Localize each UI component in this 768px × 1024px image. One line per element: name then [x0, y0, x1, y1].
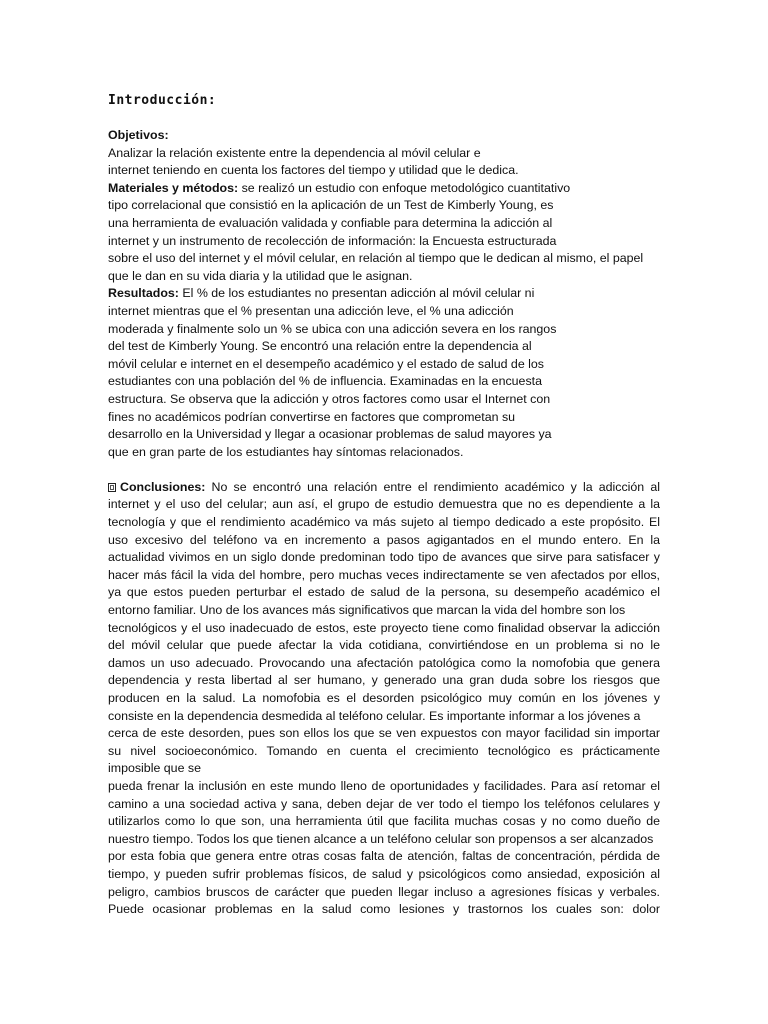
- box-glyph-icon: [108, 483, 116, 492]
- resultados-line: desarrollo en la Universidad y llegar a ocasionar problemas de salud mayores ya: [108, 427, 552, 442]
- resultados-label: Resultados:: [108, 286, 179, 301]
- conclusiones-label: Conclusiones:: [120, 479, 206, 494]
- objetivos-line: Analizar la relación existente entre la dependencia al móvil celular e: [108, 145, 481, 160]
- resultados-line: que en gran parte de los estudiantes hay síntomas relacionados.: [108, 444, 464, 459]
- materiales-line: que le dan en su vida diaria y la utilidad que le asignan.: [108, 268, 413, 283]
- section-heading: Introducción:: [108, 93, 217, 108]
- resultados-line: moderada y finalmente solo un % se ubica con una adicción severa en los rangos: [108, 321, 557, 336]
- materiales-line: sobre el uso del internet y el móvil celular, en relación al tiempo que le dedican al mismo, el papel: [108, 251, 644, 266]
- resultados-line: del test de Kimberly Young. Se encontró una relación entre la dependencia al: [108, 339, 532, 354]
- resultados-line: fines no académicos podrían convertirse en factores que comprometan su: [108, 409, 516, 424]
- conclusiones-line: camino a una sociedad activa y sana, deben dejar de ver todo el tiempo los teléfonos celulares y: [108, 796, 660, 811]
- conclusiones-line: uso excesivo del teléfono va en incremento a pasos agigantados en el mundo entero. En la: [108, 532, 660, 547]
- conclusiones-block: [108, 479, 660, 919]
- resultados-line: móvil celular e internet en el desempeño académico y el estado de salud de los: [108, 356, 544, 371]
- resultados-line: estudiantes con una población del % de influencia. Examinadas en la encuesta: [108, 374, 542, 389]
- conclusiones-line: entorno familiar. Uno de los avances más significativos que marcan la vida del hombre son los: [108, 603, 626, 618]
- resultados-line: estructura. Se observa que la adicción y otros factores como usar el Internet con: [108, 391, 551, 406]
- conclusiones-line: ya que estos pueden perturbar el estado de salud de la persona, su desempeño académico el: [108, 585, 660, 600]
- materiales-label: Materiales y métodos:: [108, 180, 239, 195]
- resultados-first-line: [108, 285, 660, 303]
- conclusiones-first-line: [108, 479, 660, 497]
- conclusiones-line: producen en la salud. La nomofobia es el desorden psicológico muy común en los jóvenes y: [108, 691, 660, 705]
- conclusiones-line: internet y el uso del celular; aun así, el grupo de estudio demuestra que no es dependiente a la: [108, 497, 660, 512]
- conclusiones-line: actualidad vivimos en un siglo donde predominan todo tipo de avances que sirve para satisfacer y: [108, 550, 660, 565]
- conclusiones-line: tecnológicos y el uso inadecuado de estos, este proyecto tiene como finalidad observar la adicción: [108, 620, 660, 635]
- conclusiones-line: del móvil celular que puede afectar la vida cotidiana, convirtiéndose en un problema si no le: [108, 638, 660, 653]
- conclusiones-line: imposible que se: [108, 761, 201, 776]
- conclusiones-line: dependencia y resta libertad al ser humano, y generado una gran duda sobre los riesgos que: [108, 673, 660, 688]
- conclusiones-line: tecnología y que el rendimiento académico va más sujeto al tiempo dedicado a este propósito. El: [108, 515, 660, 530]
- conclusiones-line: damos un uso adecuado. Provocando una afectación patológica como la nomofobia que genera: [108, 655, 660, 670]
- conclusiones-line: peligro, cambios bruscos de carácter que pueden llegar incluso a agresiones físicas y verbales.: [108, 884, 660, 899]
- resultados-line: internet mientras que el % presentan una adicción leve, el % una adicción: [108, 303, 514, 318]
- conclusiones-line: tiempo, y pueden sufrir problemas físicos, de salud y psicológicos como ansiedad, exposición al: [108, 866, 660, 881]
- conclusiones-line: cerca de este desorden, pues son ellos los que se ven expuestos con mayor facilidad sin importar: [108, 726, 660, 741]
- objetivos-line: internet teniendo en cuenta los factores del tiempo y utilidad que le dedica.: [108, 163, 519, 178]
- materiales-first-line: [108, 180, 660, 198]
- objetivos-label: Objetivos:: [108, 128, 169, 142]
- conclusiones-line: por esta fobia que genera entre otras cosas falta de atención, faltas de concentración, pérdida de: [108, 849, 660, 864]
- conclusiones-line: Puede ocasionar problemas en la salud como lesiones y trastornos los cuales son: dolor: [108, 902, 660, 917]
- conclusiones-line: utilizarlos como lo que son, una herramienta útil que facilita muchas cosas y no como dueño de: [108, 814, 660, 829]
- conclusiones-line: su nivel socioeconómico. Tomando en cuenta el crecimiento tecnológico es prácticamente: [108, 743, 660, 758]
- materiales-text: se realizó un estudio con enfoque metodológico cuantitativo: [238, 180, 571, 195]
- summary-block: [108, 127, 660, 461]
- materiales-line: una herramienta de evaluación validada y confiable para determina la adicción al: [108, 215, 553, 230]
- conclusiones-line: nuestro tiempo. Todos los que tienen alcance a un teléfono celular son propensos a ser alcanzados: [108, 831, 654, 846]
- paragraph-gap: [108, 461, 660, 479]
- resultados-text: El % de los estudiantes no presentan adicción al móvil celular ni: [178, 286, 535, 301]
- conclusiones-line: hacer más fácil la vida del hombre, pero muchas veces indirectamente se ven afectados por ellos,: [108, 567, 660, 582]
- document-page: [108, 92, 660, 919]
- conclusiones-line: consiste en la dependencia desmedida al teléfono celular. Es importante informar a los jóvenes a: [108, 708, 641, 723]
- conclusiones-line: pueda frenar la inclusión en este mundo lleno de oportunidades y facilidades. Para así retomar el: [108, 778, 660, 793]
- materiales-line: internet y un instrumento de recolección de información: la Encuesta estructurada: [108, 233, 557, 248]
- materiales-line: tipo correlacional que consistió en la aplicación de un Test de Kimberly Young, es: [108, 198, 554, 213]
- conclusiones-text: No se encontró una relación entre el rendimiento académico y la adicción al: [205, 479, 660, 494]
